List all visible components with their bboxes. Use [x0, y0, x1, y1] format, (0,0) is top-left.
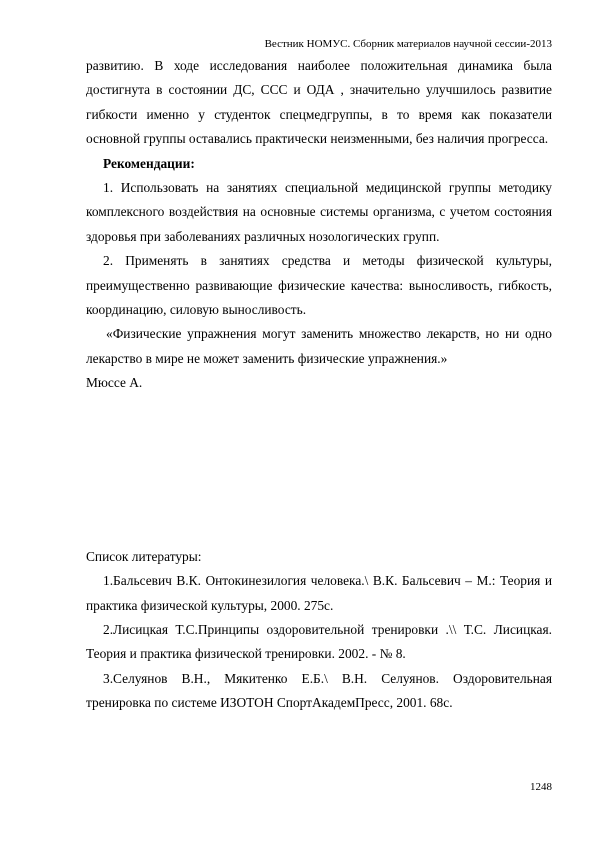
page-number: 1248	[530, 781, 552, 793]
recommendation-item: 1. Использовать на занятиях специальной медицинской группы методику комплексного воздействия на основные системы организма, с учетом состояния здоровья при заболеваниях различных нозологических групп.	[86, 180, 552, 244]
intro-paragraph: развитию. В ходе исследования наиболее положительная динамика была достигнута в состоянии ДС, ССС и ОДА , значительно улучшилось развитие гибкости именно у студенток спецмедгруппы, в то время как показатели основной группы оставались практически неизменными, без наличия прогресса.	[86, 58, 552, 147]
recommendations-heading: Рекомендации:	[103, 155, 195, 171]
running-header: Вестник НОМУС. Сборник материалов научной сессии-2013	[264, 38, 552, 50]
recommendation-item: 2. Применять в занятиях средства и методы физической культуры, преимущественно развивающие физические качества: выносливость, гибкость, координацию, силовую выносливость.	[86, 253, 552, 318]
quote-author: Мюссе А.	[86, 375, 143, 391]
reference-item: 2.Лисицкая Т.С.Принципы оздоровительной тренировки .\\ Т.С. Лисицкая. Теория и практика физической тренировки. 2002. - № 8.	[86, 621, 552, 662]
page-body	[86, 54, 552, 716]
references-heading: Список литературы:	[86, 548, 202, 564]
reference-item: 1.Бальсевич В.К. Онтокинезилогия человека.\ В.К. Бальсевич – М.: Теория и практика физической культуры, 2000. 275с.	[86, 573, 552, 613]
reference-item: 3.Селуянов В.Н., Мякитенко Е.Б.\ В.Н. Селуянов. Оздоровительная тренировка по системе ИЗОТОН СпортАкадемПресс, 2001. 68с.	[86, 670, 552, 711]
epigraph-quote: «Физические упражнения могут заменить множество лекарств, но ни одно лекарство в мире не может заменить физические упражнения.»	[86, 326, 552, 366]
blank-space	[86, 396, 552, 545]
